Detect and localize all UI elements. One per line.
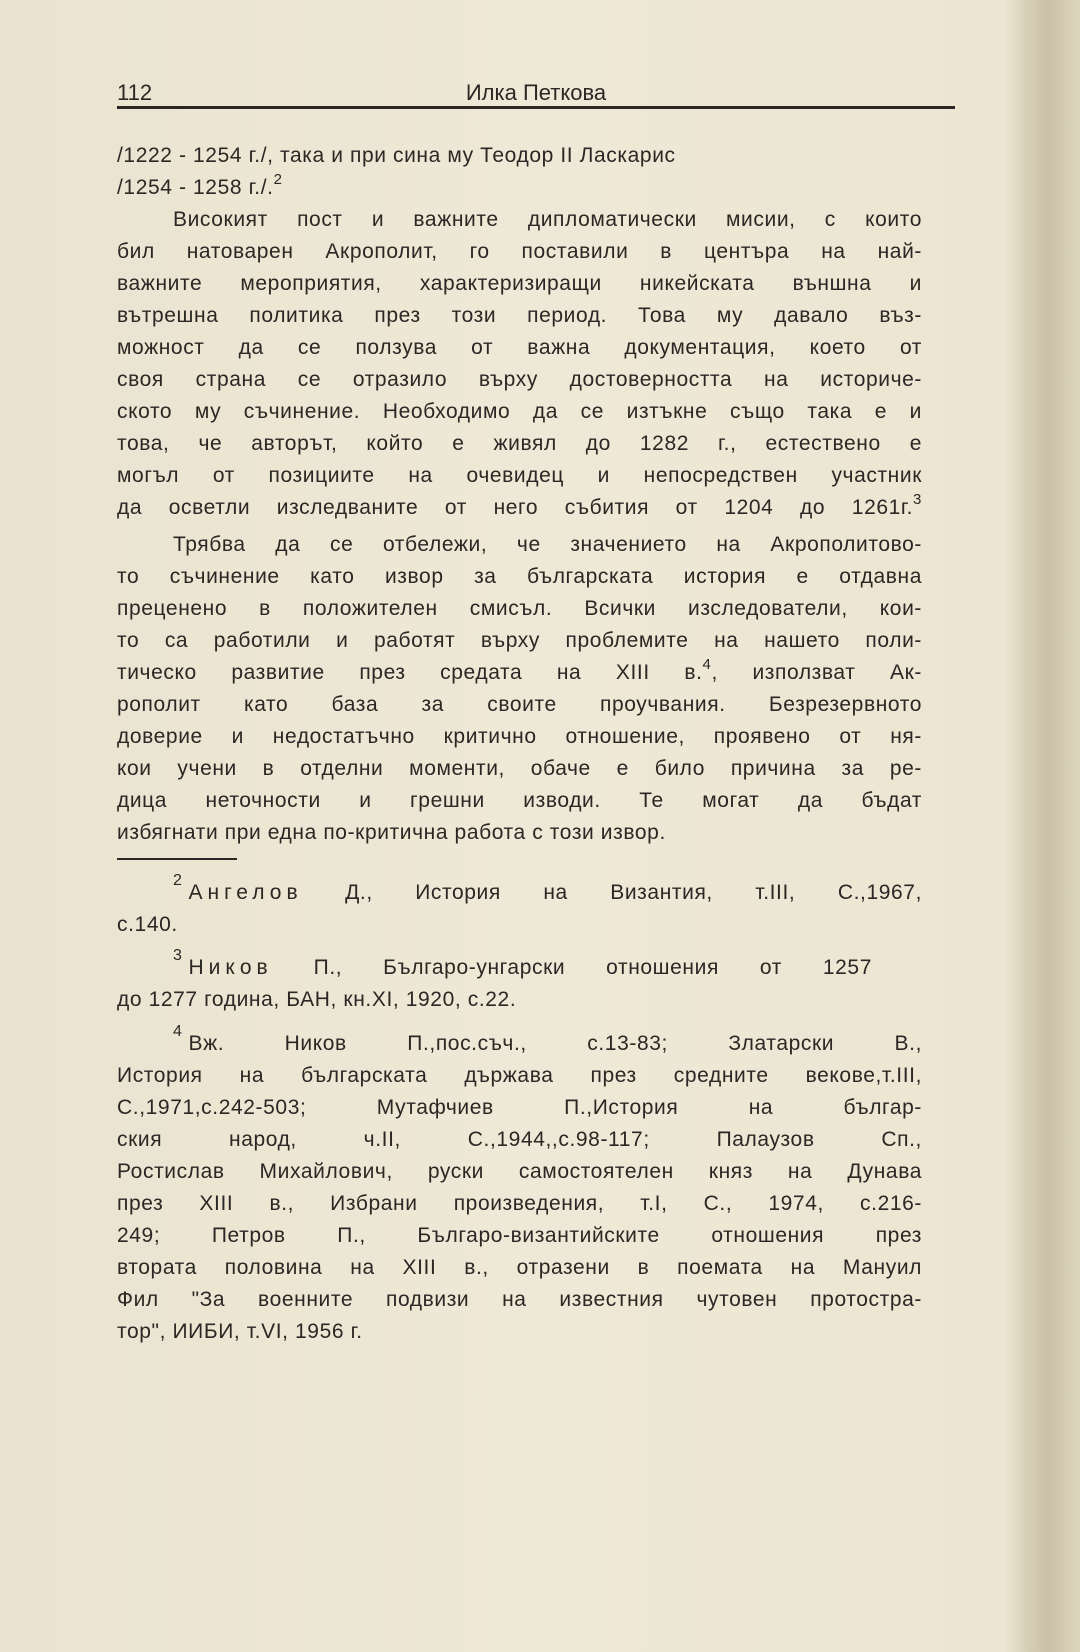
text-line: бил натоварен Акрополит, го поставили в центъра на най- [117, 240, 922, 263]
text-line: Фил "За военните подвизи на известния чутовен протостра- [117, 1288, 922, 1311]
text-line: $^2$Ангелов Д., История на Византия, т.III, С.,1967, [173, 872, 923, 904]
text-line: доверие и недостатъчно критично отношение, проявено от ня- [117, 725, 922, 748]
running-header-author: Илка Петкова [465, 80, 607, 105]
text-line: своя страна се отразило върху достоверността на историче- [117, 368, 922, 391]
footnote-ref[interactable]: 2 [273, 171, 283, 188]
text-line: Ростислав Михайлович, руски самостоятелен княз на Дунава [117, 1160, 922, 1183]
footnote-4 [117, 1023, 923, 1348]
text-line: през XIII в., Избрани произведения, т.I, С., 1974, с.216- [117, 1192, 922, 1215]
footnote-ref[interactable]: 4 [702, 656, 712, 673]
footnote-number: 4 [173, 1023, 183, 1040]
footnote-number: 2 [173, 872, 183, 889]
text-line: $^4$Вж. Ников П.,пос.съч., с.13-83; Златарски В., [173, 1023, 923, 1055]
footnote-3 [117, 947, 922, 1016]
text-line: с.140. [117, 913, 178, 936]
text-line: могъл от позициите на очевидец и непосредствен участник [117, 464, 922, 487]
footnote-number: 3 [173, 947, 183, 964]
text-line: до 1277 година, БАН, кн.XI, 1920, с.22. [117, 988, 517, 1011]
text-line: кои учени в отделни моменти, обаче е било причина за ре- [117, 757, 922, 780]
text-line: История на българската държава през средните векове,т.III, [117, 1064, 922, 1087]
text-line: ския народ, ч.II, С.,1944,,с.98-117; Палаузов Сп., [117, 1128, 922, 1151]
footnote-author: Ангелов [188, 881, 303, 904]
paragraph-1 [117, 140, 922, 524]
text-line: тическо развитие през средата на XIII в.$^4$, използват Ак- [117, 656, 922, 684]
text-line: то съчинение като извор за българската история е отдавна [117, 565, 922, 588]
text-line: важните мероприятия, характеризиращи никейската външна и [117, 272, 922, 295]
text-line: избягнати при една по-критична работа с този извор. [117, 821, 666, 844]
page-number: 112 [117, 80, 153, 105]
text-line: вътрешна политика през този период. Това му давало въз- [117, 304, 922, 327]
running-header [117, 80, 955, 109]
text-line: Високият пост и важните дипломатически мисии, с които [173, 208, 922, 231]
text-line: /1222 - 1254 г./, така и при сина му Теодор II Ласкарис [117, 144, 676, 167]
footnote-2 [117, 872, 923, 941]
footnote-author: Вж. Ников [188, 1032, 347, 1055]
text-line: рополит като база за своите проучвания. Безрезервното [117, 693, 922, 716]
text-line: преценено в положителен смисъл. Всички изследователи, кои- [117, 597, 922, 620]
text-line: това, че авторът, който е живял до 1282 г., естествено е [117, 432, 922, 455]
text-line: 249; Петров П., Българо-византийските отношения през [117, 1224, 922, 1247]
text-line: можност да се ползува от важна документация, което от [117, 336, 922, 359]
text-line: $^3$Ников П., Българо-унгарски отношения от 1257 [173, 947, 872, 979]
paragraph-2 [117, 529, 922, 849]
text-line: ското му съчинение. Необходимо да се изтъкне също така е и [117, 400, 922, 423]
text-line: да осветли изследваните от него събития от 1204 до 1261г.$^3$ [117, 491, 922, 519]
footnote-separator [117, 858, 237, 860]
text-line: то са работили и работят върху проблемите на нашето поли- [117, 629, 922, 652]
text-line: /1254 - 1258 г./.$^2$ [117, 171, 283, 199]
footnote-author: Ников [188, 956, 273, 979]
text-line: Трябва да се отбележи, че значението на Акрополитово- [173, 533, 922, 556]
text-line: втората половина на XIII в., отразени в поемата на Мануил [117, 1256, 922, 1279]
text-line: тор", ИИБИ, т.VI, 1956 г. [117, 1320, 363, 1343]
text-line: дица неточности и грешни изводи. Те могат да бъдат [117, 789, 922, 812]
footnote-ref[interactable]: 3 [913, 491, 922, 508]
text-line: С.,1971,с.242-503; Мутафчиев П.,История на българ- [117, 1096, 922, 1119]
